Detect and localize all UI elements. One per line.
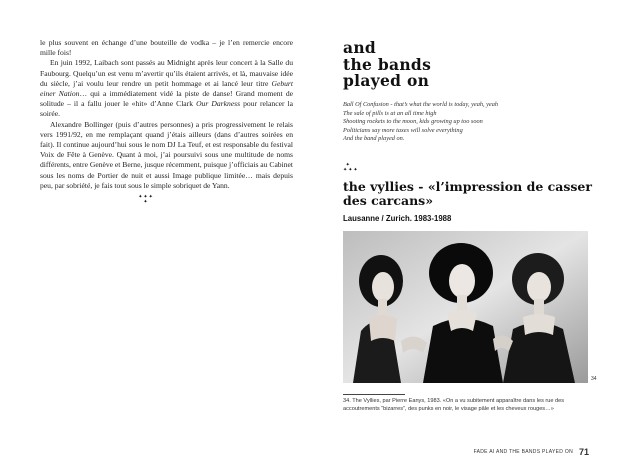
epigraph-lyrics: [343, 101, 593, 144]
photo-caption: 34. The Vyllies, par Pierre Eanys, 1983. «On a vu subitement apparaître dans les rue des accoutrements “bizarres”, des punks en noir, le visage pâle et les cheveux rouges…»: [343, 398, 565, 412]
band-meta: Lausanne / Zurich. 1983-1988: [343, 214, 452, 223]
ornament-diamonds-icon: ✦ ✦✦✦: [343, 162, 359, 173]
lyric-line: Ball Of Confusion - that’s what the world is today, yeah, yeah: [343, 101, 499, 108]
footnote-rule: [343, 394, 405, 395]
lyric-line: Shooting rockets to the moon, kids growing up too soon: [343, 118, 483, 126]
song-title-italic: Geburt einer Nation: [40, 78, 293, 99]
lyric-line: And the band played on.: [343, 135, 405, 143]
paragraph-2-text-a: En juin 1992, Laibach sont passés au Midnight après leur concert à la Salle du Faubourg. Quelqu’un est venu m’avertir qu’ils étaient arrivés, et là, mauvaise idée du siècle, j’ai voulu leur rendre un petit hommage et ai lancé leur titre: [40, 58, 293, 88]
band-photo-image: [343, 231, 588, 383]
section-title: [343, 40, 543, 90]
ornament-diamonds-icon: ✦✦✦ ✦: [138, 194, 154, 205]
running-title: FADE AI AND THE BANDS PLAYED ON: [473, 448, 573, 455]
page-number: 71: [578, 446, 589, 457]
paragraph-2-text-b: … qui a immédiatement vidé la piste de danse! Grand moment de solitude – il a fallu jouer le «hit» d’Anne Clark: [40, 89, 293, 109]
page-footer: [0, 443, 589, 461]
photo-number: 34: [591, 376, 597, 382]
section-title-line-1: and: [343, 38, 377, 57]
paragraph-2: [40, 58, 293, 119]
left-page-text: [40, 38, 293, 191]
lyric-line: The sale of pills is at an all time high: [343, 109, 437, 117]
section-title-line-2: the bands: [343, 54, 432, 74]
paragraph-3: Alexandre Bollinger (puis d’autres personnes) a pris progressivement le relais vers 1991/92, en me remplaçant quand j’étais ailleurs (dans d’autres soirées en fait). Il continue aujourd’hui sous le nom DJ La Teuf, et est responsable du festival Voix de Fête à Genève. Quant à moi, j’ai poursuivi sous une multitude de noms différents, entre Genève et Berne, jusque récemment, puisque j’officiais au Cabinet sous les noms de Portier de nuit et aussi Image publique limitée… mais depuis peu, par sobriété, je fais tout sous le simple sobriquet de Yann.: [40, 119, 293, 190]
paragraph-2-text-c: pour relancer la soirée.: [40, 99, 293, 119]
body-text: [40, 38, 293, 191]
paragraph-1: le plus souvent en échange d’une bouteille de vodka – je l’en remercie encore mille fois!: [40, 38, 293, 58]
band-photo: [343, 231, 588, 383]
band-title: the vyllies - «l’impression de casser des carcans»: [343, 179, 592, 208]
song-title-italic-2: Our Darkness: [196, 99, 241, 109]
section-title-line-3: played on: [343, 71, 430, 90]
lyric-line: Politicians say more taxes will solve everything: [343, 126, 463, 134]
